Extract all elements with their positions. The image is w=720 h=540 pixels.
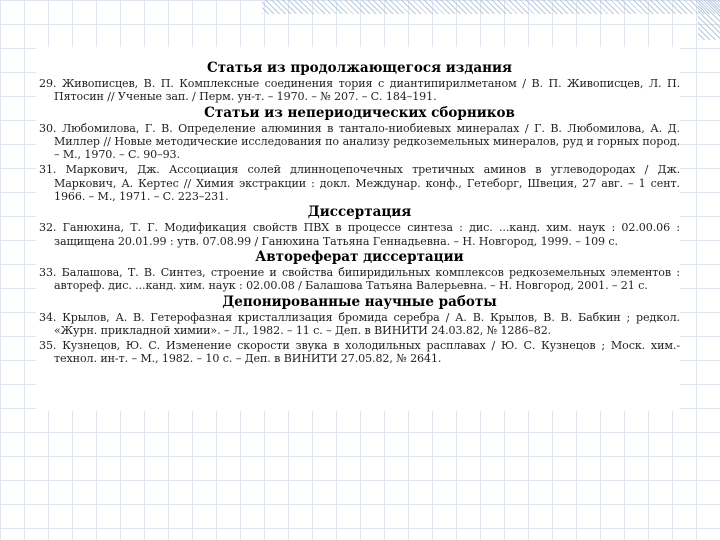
entry-number: 30. [39, 121, 57, 135]
section-heading-nonperiodic-collections: Статьи из непериодических сборников [204, 104, 515, 121]
entry-number: 32. [39, 221, 57, 235]
section-heading-abstract: Автореферат диссертации [255, 248, 464, 265]
bibliography-document [36, 47, 680, 411]
entry-number: 34. [39, 310, 57, 324]
section-heading-deposited-works: Депонированные научные работы [222, 293, 497, 310]
entry-text: Ганюхина, Т. Г. Модификация свойств ПВХ в процессе синтеза : дис. ...канд. хим. наук : 02.00.06 : защищена 20.01.99 : утв. 07.08.99 / Ганюхина Татьяна Геннадьевна. – Н. Новгород, 1999. – 109 с. [54, 221, 680, 248]
section-heading-continuing-edition: Статья из продолжающегося издания [206, 60, 513, 76]
entry-number: 29. [39, 77, 57, 90]
bibliography-entry-33 [39, 266, 680, 293]
bibliography-entry-32 [39, 221, 680, 248]
bibliography-entry-31 [39, 163, 680, 203]
entry-number: 31. [39, 163, 57, 177]
bibliography-entry-34 [39, 311, 680, 338]
entry-text: Маркович, Дж. Ассоциация солей длинноцепочечных третичных аминов в углеводородах / Дж. Маркович, А. Кертес // Химия экстракции : докл. Междунар. конф., Гетеборг, Швеция, 27 авг. – 1 сент. 1966. – М., 1971. – С. 223–231. [54, 163, 680, 204]
entry-number: 35. [39, 339, 57, 353]
entry-text: Балашова, Т. В. Синтез, строение и свойства бипиридильных комплексов редкоземельных элементов : автореф. дис. ...канд. хим. наук : 02.00.08 / Балашова Татьяна Валерьевна. – Н. Новгород, 2001. – 21 с. [54, 265, 680, 293]
bibliography-entry-35 [39, 339, 680, 366]
decorative-hatch-corner [698, 0, 720, 40]
bibliography-entry-29 [39, 77, 680, 104]
decorative-hatch-band [262, 0, 720, 14]
entry-text: Любомилова, Г. В. Определение алюминия в тантало-ниобиевых минералах / Г. В. Любомилова, А. Д. Миллер // Новые методические исследования по анализу редкоземельных минералов, руд и горных пород. – М., 1970. – С. 90–93. [54, 121, 680, 162]
entry-text: Кузнецов, Ю. С. Изменение скорости звука в холодильных расплавах / Ю. С. Кузнецов ; Моск. хим.-технол. ин-т. – М., 1982. – 10 с. – Деп. в ВИНИТИ 27.05.82, № 2641. [54, 339, 680, 366]
entry-number: 33. [39, 265, 57, 279]
entry-text: Живописцев, В. П. Комплексные соединения тория с диантипирилметаном / В. П. Живописцев, Л. П. Пятосин // Ученые зап. / Перм. ун-т. – 1970. – № 207. – С. 184–191. [54, 77, 680, 104]
entry-text: Крылов, А. В. Гетерофазная кристаллизация бромида серебра / А. В. Крылов, В. В. Бабкин ; редкол. «Журн. прикладной химии». – Л., 1982. – 11 с. – Деп. в ВИНИТИ 24.03.82, № 1286–82. [54, 310, 680, 337]
bibliography-entry-30 [39, 122, 680, 162]
section-heading-dissertation: Диссертация [307, 204, 412, 221]
